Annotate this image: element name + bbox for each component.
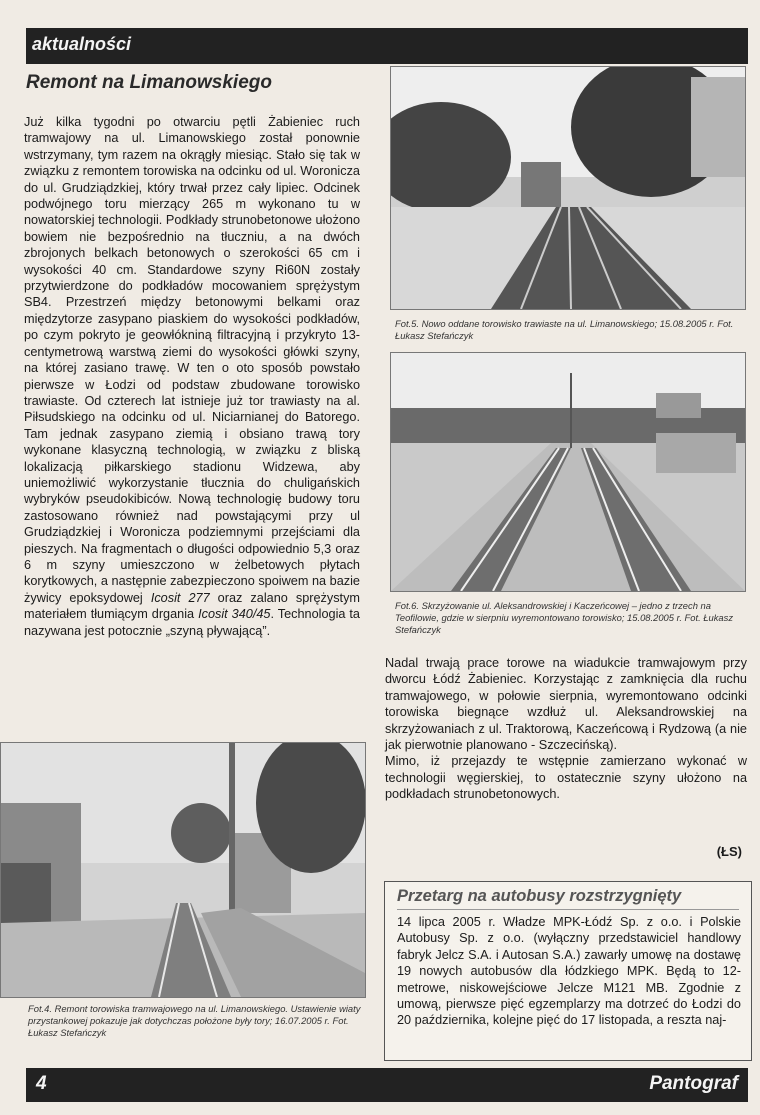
caption-fot4: Fot.4. Remont torowiska tramwajowego na ul. Limanowskiego. Ustawienie wiaty przystankowej pokazuje jak dotychczas położone były tory; 16.07.2005 r. Fot. Łukasz Stefańczyk	[28, 1003, 361, 1038]
product-name-2: Icosit 340/45	[198, 607, 271, 622]
box-text: 14 lipca 2005 r. Władze MPK-Łódź Sp. z o.o. i Polskie Autobusy Sp. z o.o. (wyłączny przedstawiciel handlowy fabryk Jelcz S.A. i Autosan S.A.) zawarły umowę na dostawę 19 nowych autobusów dla łódzkiego MPK. Będą to 12-metrowe, niskowejściowe Jelcze M121 MB. Zgodnie z umową, pierwsze pięć egzemplarzy ma dotrzeć do Łodzi do 20 października, kolejne pięć do 17 listopada, a reszta naj-	[397, 915, 741, 1028]
page-number: 4	[36, 1073, 47, 1094]
footer-band	[26, 1068, 748, 1102]
header-band	[26, 28, 748, 64]
photo-fot6-image	[391, 353, 745, 591]
box-body	[397, 914, 741, 1029]
photo-fot4-image	[1, 743, 365, 997]
box-title: Przetarg na autobusy rozstrzygnięty	[397, 887, 739, 910]
photo-fot5	[390, 66, 746, 310]
article-body-right	[385, 655, 747, 803]
photo-fot4	[0, 742, 366, 998]
author-signature: (ŁS)	[716, 844, 742, 859]
article-text-mid: oraz zalano sprężystym materiałem tłumiącym drgania	[24, 590, 360, 622]
article-column	[22, 66, 382, 94]
photo-fot6	[390, 352, 746, 592]
section-label: aktualności	[32, 34, 132, 54]
article-text	[24, 114, 360, 639]
article-text-right-2: Mimo, iż przejazdy te wstępnie zamierzano wykonać w technologii węgierskiej, to ostatecznie szyny ułożono na podkładach strunobetonowych.	[385, 754, 747, 802]
article-text-main: Już kilka tygodni po otwarciu pętli Żabieniec ruch tramwajowy na ul. Limanowskiego został ponownie wstrzymany, tym razem na okrągły miesiąc. Stało się tak w związku z remontem torowiska na odcinku od ul. Woronicza do ul. Grudziądzkiej, który trwał przez cały lipiec. Odcinek podwójnego toru mierzący 265 m wykonano tu w nowatorskiej technologii. Podkłady strunobetonowe ułożono bowiem nie bezpośrednio na tłuczniu, a na dwóch zbrojonych belkach betonowych o szerokości 65 cm i wysokości 40 cm. Standardowe szyny Ri60N zostały przytwierdzone do podkładów mocowaniem sprężystym SB4. Przestrzeń między betonowymi belkami oraz międzytorze zasypano piaskiem do wysokości podkładów, po czym pokryto je geowłókniną filtracyjną i przykryto 13-centymetrową warstwą ziemi do wysokości główki szyny, na której zasiano trawę. W ten o oto sposób powstało pierwsze w Łodzi od podstaw zbudowane torowisko trawiaste. Od czterech lat istnieje już tor trawiasty na al. Piłsudskiego na odcinku od ul. Niciarnianej do Batorego. Tam jednak zasypano ziemią i obsiano trawą tory wykonane klasyczną technologią, w związku z bliską lokalizacją piłkarskiego stadionu Widzewa, aby uniemożliwić wykorzystanie tłucznia do chuligańskich wybryków pseudokibiców. Nową technologię budowy toru zastosowano również nad powstającymi przy ul Grudziądzkiej i Woronicza podziemnymi przejściami dla pieszych. Na fragmentach o długości odpowiednio 5,3 oraz 6 m szyny umieszczono w żelbetowych płytach korytkowych, a następnie zabezpieczono spoiwem na bazie żywicy epoksydowej	[24, 115, 360, 605]
article-text-right: Nadal trwają prace torowe na wiadukcie tramwajowym przy dworcu Łódź Żabieniec. Korzystając z zamknięcia dla ruchu tramwajowego, w połowie sierpnia, wyremontowano odcinki torowiska biegnące wzdłuż ul. Aleksandrowskiej na skrzyżowaniach z ul. Traktorową, Kaczeńcową i Rydzową (a nie jak pierwotnie planowano - Szczecińską).	[385, 656, 747, 753]
article-title: Remont na Limanowskiego	[26, 72, 272, 93]
caption-fot6: Fot.6. Skrzyżowanie ul. Aleksandrowskiej i Kaczeńcowej – jedno z trzech na Teofilowie, gdzie w sierpniu wyremontowano torowisko; 15.08.2005 r. Fot. Łukasz Stefańczyk	[395, 600, 734, 635]
article-body-left	[24, 114, 360, 639]
article-text-end: . Technologia ta nazywana jest potocznie „szyną pływającą”.	[24, 607, 360, 638]
photo-fot5-image	[391, 67, 745, 309]
product-name-1: Icosit 277	[150, 590, 210, 605]
news-box	[384, 881, 752, 1061]
caption-fot5: Fot.5. Nowo oddane torowisko trawiaste na ul. Limanowskiego; 15.08.2005 r. Fot. Łukasz Stefańczyk	[395, 318, 734, 341]
magazine-name: Pantograf	[649, 1073, 738, 1094]
